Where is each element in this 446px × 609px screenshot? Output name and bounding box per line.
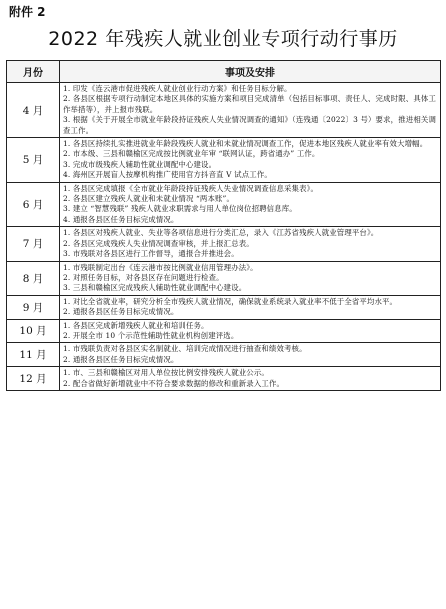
task-item: 2. 通报各县区任务目标完成情况。 — [63, 354, 179, 364]
table-row — [7, 367, 441, 391]
items-cell — [60, 295, 441, 319]
table-row — [7, 182, 441, 227]
task-item: 2. 各县区根据专项行动制定本地区具体的实施方案和项目完成清单（包括目标事项、责任人、完成时限、具体工作举措等），并上报市残联。 — [63, 94, 436, 114]
items-cell — [60, 83, 441, 138]
task-item: 4. 通报各县区任务目标完成情况。 — [63, 214, 179, 224]
items-cell — [60, 261, 441, 295]
task-item: 1. 各县区完成新增残疾人就业和培训任务。 — [63, 320, 209, 330]
month-cell: 4 月 — [7, 83, 60, 138]
table-row — [7, 138, 441, 183]
items-cell — [60, 367, 441, 391]
task-item: 3. 市残联对各县区进行工作督导，通报合并推进会。 — [63, 249, 239, 259]
month-cell: 8 月 — [7, 261, 60, 295]
table-row — [7, 319, 441, 343]
items-cell — [60, 138, 441, 183]
attachment-label: 附件 2 — [9, 5, 46, 19]
table-row — [7, 83, 441, 138]
month-cell: 10 月 — [7, 319, 60, 343]
month-cell: 6 月 — [7, 182, 60, 227]
month-cell: 5 月 — [7, 138, 60, 183]
task-item: 3. 根据《关于开展全市就业年龄段持证残疾人失业情况调查的通知》（连残通〔2022〕3 号）要求，推进相关调查工作。 — [63, 115, 436, 135]
task-item: 3. 完成市级残疾人辅助性就业调配中心建设。 — [63, 159, 217, 169]
task-item: 2. 各县区完成残疾人失业情况调查审核，并上报汇总表。 — [63, 238, 254, 248]
month-cell: 7 月 — [7, 227, 60, 261]
task-item: 2. 开展全市 10 个示范性辅助性就业机构创建评选。 — [63, 330, 239, 340]
items-cell — [60, 343, 441, 367]
items-cell — [60, 319, 441, 343]
table-row — [7, 261, 441, 295]
items-column-header: 事项及安排 — [60, 61, 441, 83]
task-item: 1. 市残联负责对各县区实名制就业、培训完成情况进行抽查和绩效考核。 — [63, 344, 307, 354]
table-row — [7, 227, 441, 261]
task-item: 2. 对照任务目标，对各县区存在问题进行检查。 — [63, 272, 224, 282]
task-item: 2. 配合省做好新增就业中不符合要求数据的修改和重新录入工作。 — [63, 378, 284, 388]
task-item: 1. 各县区完成填报《全市就业年龄段持证残疾人失业情况调查信息采集表》。 — [63, 183, 318, 193]
items-cell — [60, 227, 441, 261]
month-cell: 11 月 — [7, 343, 60, 367]
task-item: 1. 印发《连云港市促进残疾人就业创业行动方案》和任务目标分解。 — [63, 84, 292, 93]
task-item: 1. 对比全省就业率，研究分析全市残疾人就业情况，确保就业系统录入就业率不低于全省平均水平。 — [63, 296, 398, 306]
items-cell — [60, 182, 441, 227]
month-cell: 12 月 — [7, 367, 60, 391]
schedule-table — [6, 60, 441, 391]
task-item: 4. 海州区开展盲人按摩机构推广使用官方抖音直 V 试点工作。 — [63, 170, 272, 180]
table-row — [7, 343, 441, 367]
task-item: 3. 三县和赣榆区完成残疾人辅助性就业调配中心建设。 — [63, 283, 247, 293]
month-column-header: 月份 — [7, 61, 60, 83]
table-header-row — [7, 61, 441, 83]
task-item: 1. 市残联制定出台《连云港市按比例就业信用管理办法》。 — [63, 262, 258, 272]
task-item: 1. 各县区持续扎实推进就业年龄段残疾人就业和未就业情况调查工作，促进本地区残疾人就业率有效大增幅。 — [63, 139, 428, 149]
task-item: 2. 各县区建立残疾人就业和未就业情况 “两本账”。 — [63, 194, 235, 204]
task-item: 3. 建立 “智慧残联” 残疾人就业求职需求与用人单位岗位招聘信息库。 — [63, 204, 297, 214]
task-item: 1. 市、三县和赣榆区对用人单位按比例安排残疾人就业公示。 — [63, 368, 269, 378]
task-item: 1. 各县区对残疾人就业、失业等各项信息进行分类汇总，录入《江苏省残疾人就业管理平台》。 — [63, 228, 379, 238]
month-cell: 9 月 — [7, 295, 60, 319]
task-item: 2. 通报各县区任务目标完成情况。 — [63, 307, 179, 317]
document-title: 2022 年残疾人就业创业专项行动行事历 — [48, 28, 398, 50]
task-item: 2. 市本级、三县和赣榆区完成按比例就业年审 “联网认证，跨省通办” 工作。 — [63, 149, 320, 159]
table-row — [7, 295, 441, 319]
